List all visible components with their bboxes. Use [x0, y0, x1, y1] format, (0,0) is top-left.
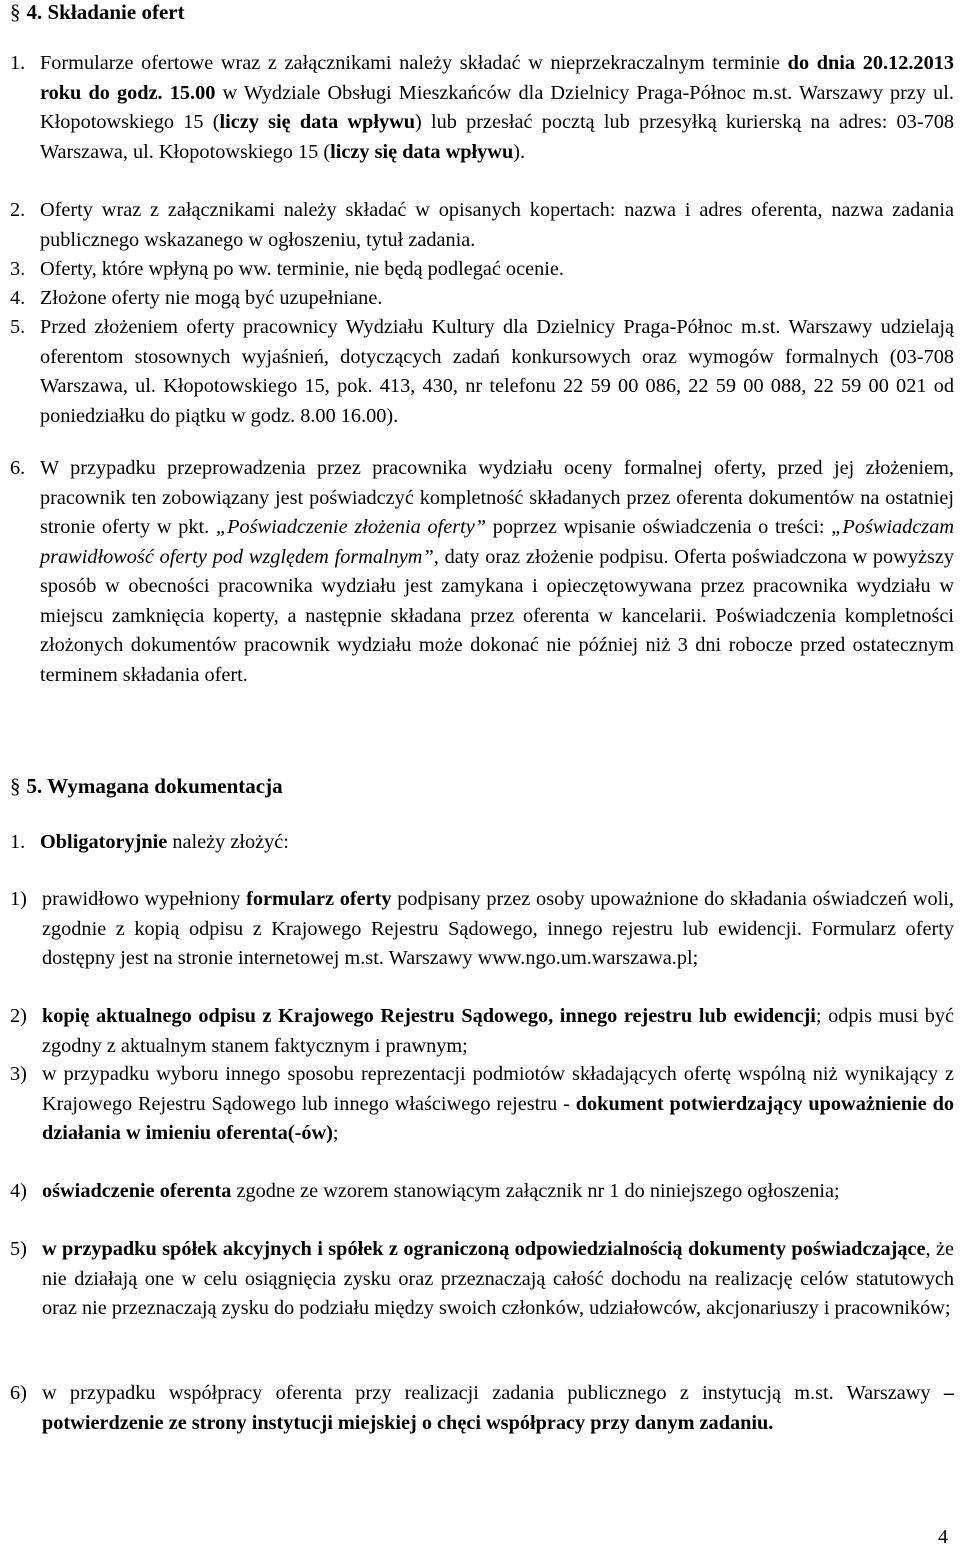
item-number: 1) — [10, 888, 27, 910]
bold-text-run: – potwierdzenie ze strony instytucji miejskiej o chęci współpracy przy danym zadaniu. — [42, 1382, 954, 1434]
list-item — [10, 1177, 954, 1207]
bold-text-run: liczy się data wpływu — [219, 111, 416, 133]
text-run: ; — [332, 1122, 339, 1144]
bold-text-run: oświadczenie oferenta — [42, 1180, 232, 1202]
item-text — [40, 49, 954, 167]
item-number: 6) — [10, 1382, 27, 1404]
italic-text-run: „Poświadczam prawidłowość oferty pod względem formalnym” — [40, 516, 954, 568]
list-item — [10, 196, 954, 255]
section-5-heading — [10, 774, 283, 799]
item-number: 5. — [10, 316, 26, 338]
text-run: w przypadku wyboru innego sposobu reprezentacji podmiotów składających ofertę wspólną niż wynikający z Krajowego Rejestru Sądowego lub innego właściwego rejestru - — [42, 1063, 954, 1115]
item-number: 1. — [10, 52, 26, 74]
item-text — [40, 255, 954, 285]
item-text — [42, 1060, 954, 1149]
text-run: W przypadku przeprowadzenia przez pracownika wydziału oceny formalnej oferty, przed jej złożeniem, pracownik ten zobowiązany jest poświadczyć kompletność składanych przez oferenta dokumentów na ostatniej stronie oferty w pkt. — [40, 457, 954, 538]
text-run: , daty oraz złożenie podpisu. Oferta poświadczona w powyższy sposób w obecności pracownika wydziału jest zamykana i opieczętowywana przez pracownika wydziału w miejscu zamknięcia koperty, a następnie składana przez oferenta w kancelarii. Poświadczenia kompletności złożonych dokumentów pracownik wydziału może dokonać nie później niż 3 dni robocze przed ostatecznym terminem składania ofert. — [40, 545, 954, 686]
list-item — [10, 284, 954, 314]
bold-text-run: liczy się data wpływu — [330, 140, 514, 163]
item-number: 3. — [10, 258, 26, 280]
item-text — [42, 1379, 954, 1438]
item-number: 2. — [10, 199, 26, 221]
text-run: Przed złożeniem oferty pracownicy Wydziału Kultury dla Dzielnicy Praga-Północ m.st. Warszawy udzielają oferentom stosownych wyjaśnień, dotyczących zadań konkursowych oraz wymogów formalnych (03-708 Warszawa, ul. Kłopotowskiego 15, pok. 413, 430, nr telefonu 22 59 00 086, 22 59 00 088, 22 59 00 021 od poniedziałku do piątku w godz. 8.00 16.00). — [40, 316, 954, 427]
bold-text-run: formularz oferty — [246, 888, 392, 910]
item-text — [42, 885, 954, 974]
list-item — [10, 49, 954, 167]
item-number: 4. — [10, 287, 26, 309]
text-run: Formularze ofertowe wraz z załącznikami należy składać w nieprzekraczalnym terminie — [40, 52, 788, 74]
list-item — [10, 255, 954, 285]
list-item — [10, 1379, 954, 1438]
italic-text-run: „Poświadczenie złożenia oferty” — [215, 516, 487, 538]
item-number: 5) — [10, 1238, 27, 1260]
text-run: zgodne ze wzorem stanowiącym załącznik nr 1 do niniejszego ogłoszenia; — [231, 1180, 840, 1202]
section-4-heading — [10, 0, 185, 25]
item-text — [40, 313, 954, 431]
page-number: 4 — [938, 1526, 948, 1548]
list-item — [10, 1002, 954, 1061]
section-4-title: 4. Składanie ofert — [26, 0, 185, 24]
bold-text-run: do dnia 20.12.2013 roku do godz. 15.00 — [40, 52, 954, 104]
item-text — [40, 828, 954, 858]
text-run: Złożone oferty nie mogą być uzupełniane. — [40, 287, 383, 309]
item-text — [40, 196, 954, 255]
item-number: 4) — [10, 1180, 27, 1202]
item-text — [40, 284, 954, 314]
list-item — [10, 1235, 954, 1324]
paragraph-sign: § — [10, 774, 21, 798]
text-run: w przypadku współpracy oferenta przy realizacji zadania publicznego z instytucją m.st. Warszawy — [42, 1382, 944, 1404]
text-run: ) lub przesłać pocztą lub przesyłką kurierską na adres: 03-708 Warszawa, ul. Kłopotowskiego 15 ( — [40, 111, 954, 163]
item-text — [42, 1235, 954, 1324]
list-item — [10, 885, 954, 974]
item-number: 3) — [10, 1063, 27, 1085]
text-run: ; odpis musi być zgodny z aktualnym stanem faktycznym i prawnym; — [42, 1005, 954, 1057]
bold-text-run: kopię aktualnego odpisu z Krajowego Rejestru Sądowego, innego rejestru lub ewidencji — [42, 1005, 816, 1027]
paragraph-sign: § — [10, 0, 21, 24]
bold-text-run: Obligatoryjnie — [40, 831, 168, 853]
text-run: poprzez wpisanie oświadczenia o treści: — [486, 516, 832, 538]
text-run: Oferty, które wpłyną po ww. terminie, nie będą podlegać ocenie. — [40, 258, 564, 280]
item-text — [42, 1177, 954, 1207]
item-text — [40, 454, 954, 690]
item-number: 6. — [10, 457, 26, 479]
text-run: ). — [513, 140, 526, 163]
list-item — [10, 454, 954, 690]
text-run: Oferty wraz z załącznikami należy składać w opisanych kopertach: nazwa i adres oferenta, nazwa zadania publicznego wskazanego w ogłoszeniu, tytuł zadania. — [40, 199, 954, 251]
text-run: w Wydziale Obsługi Mieszkańców dla Dzielnicy Praga-Północ m.st. Warszawy przy ul. Kłopotowskiego 15 ( — [40, 81, 955, 133]
bold-text-run: w przypadku spółek akcyjnych i spółek z ograniczoną odpowiedzialnością dokumenty poświadczające — [42, 1238, 926, 1260]
text-run: , że nie działają one w celu osiągnięcia zysku oraz przeznaczają całość dochodu na realizację celów statutowych oraz nie przeznaczają zysku do podziału między swoich członków, udziałowców, akcjonariuszy i pracowników; — [42, 1238, 954, 1319]
list-item — [10, 313, 954, 431]
section-5-title: 5. Wymagana dokumentacja — [26, 774, 283, 798]
item-number: 2) — [10, 1005, 27, 1027]
text-run: prawidłowo wypełniony — [42, 888, 247, 910]
list-item — [10, 1060, 954, 1149]
item-text — [42, 1002, 954, 1061]
bold-text-run: dokument potwierdzający upoważnienie do działania w imieniu oferenta(-ów) — [42, 1092, 954, 1144]
text-run: podpisany przez osoby upoważnione do składania oświadczeń woli, zgodnie z kopią odpisu z Krajowego Rejestru Sądowego, innego rejestru lub ewidencji. Formularz oferty dostępny jest na stronie internetowej m.st. Warszawy www.ngo.um.warszawa.pl; — [42, 888, 954, 969]
item-number: 1. — [10, 831, 26, 853]
text-run: należy złożyć: — [167, 831, 289, 853]
intro-item — [10, 828, 954, 858]
